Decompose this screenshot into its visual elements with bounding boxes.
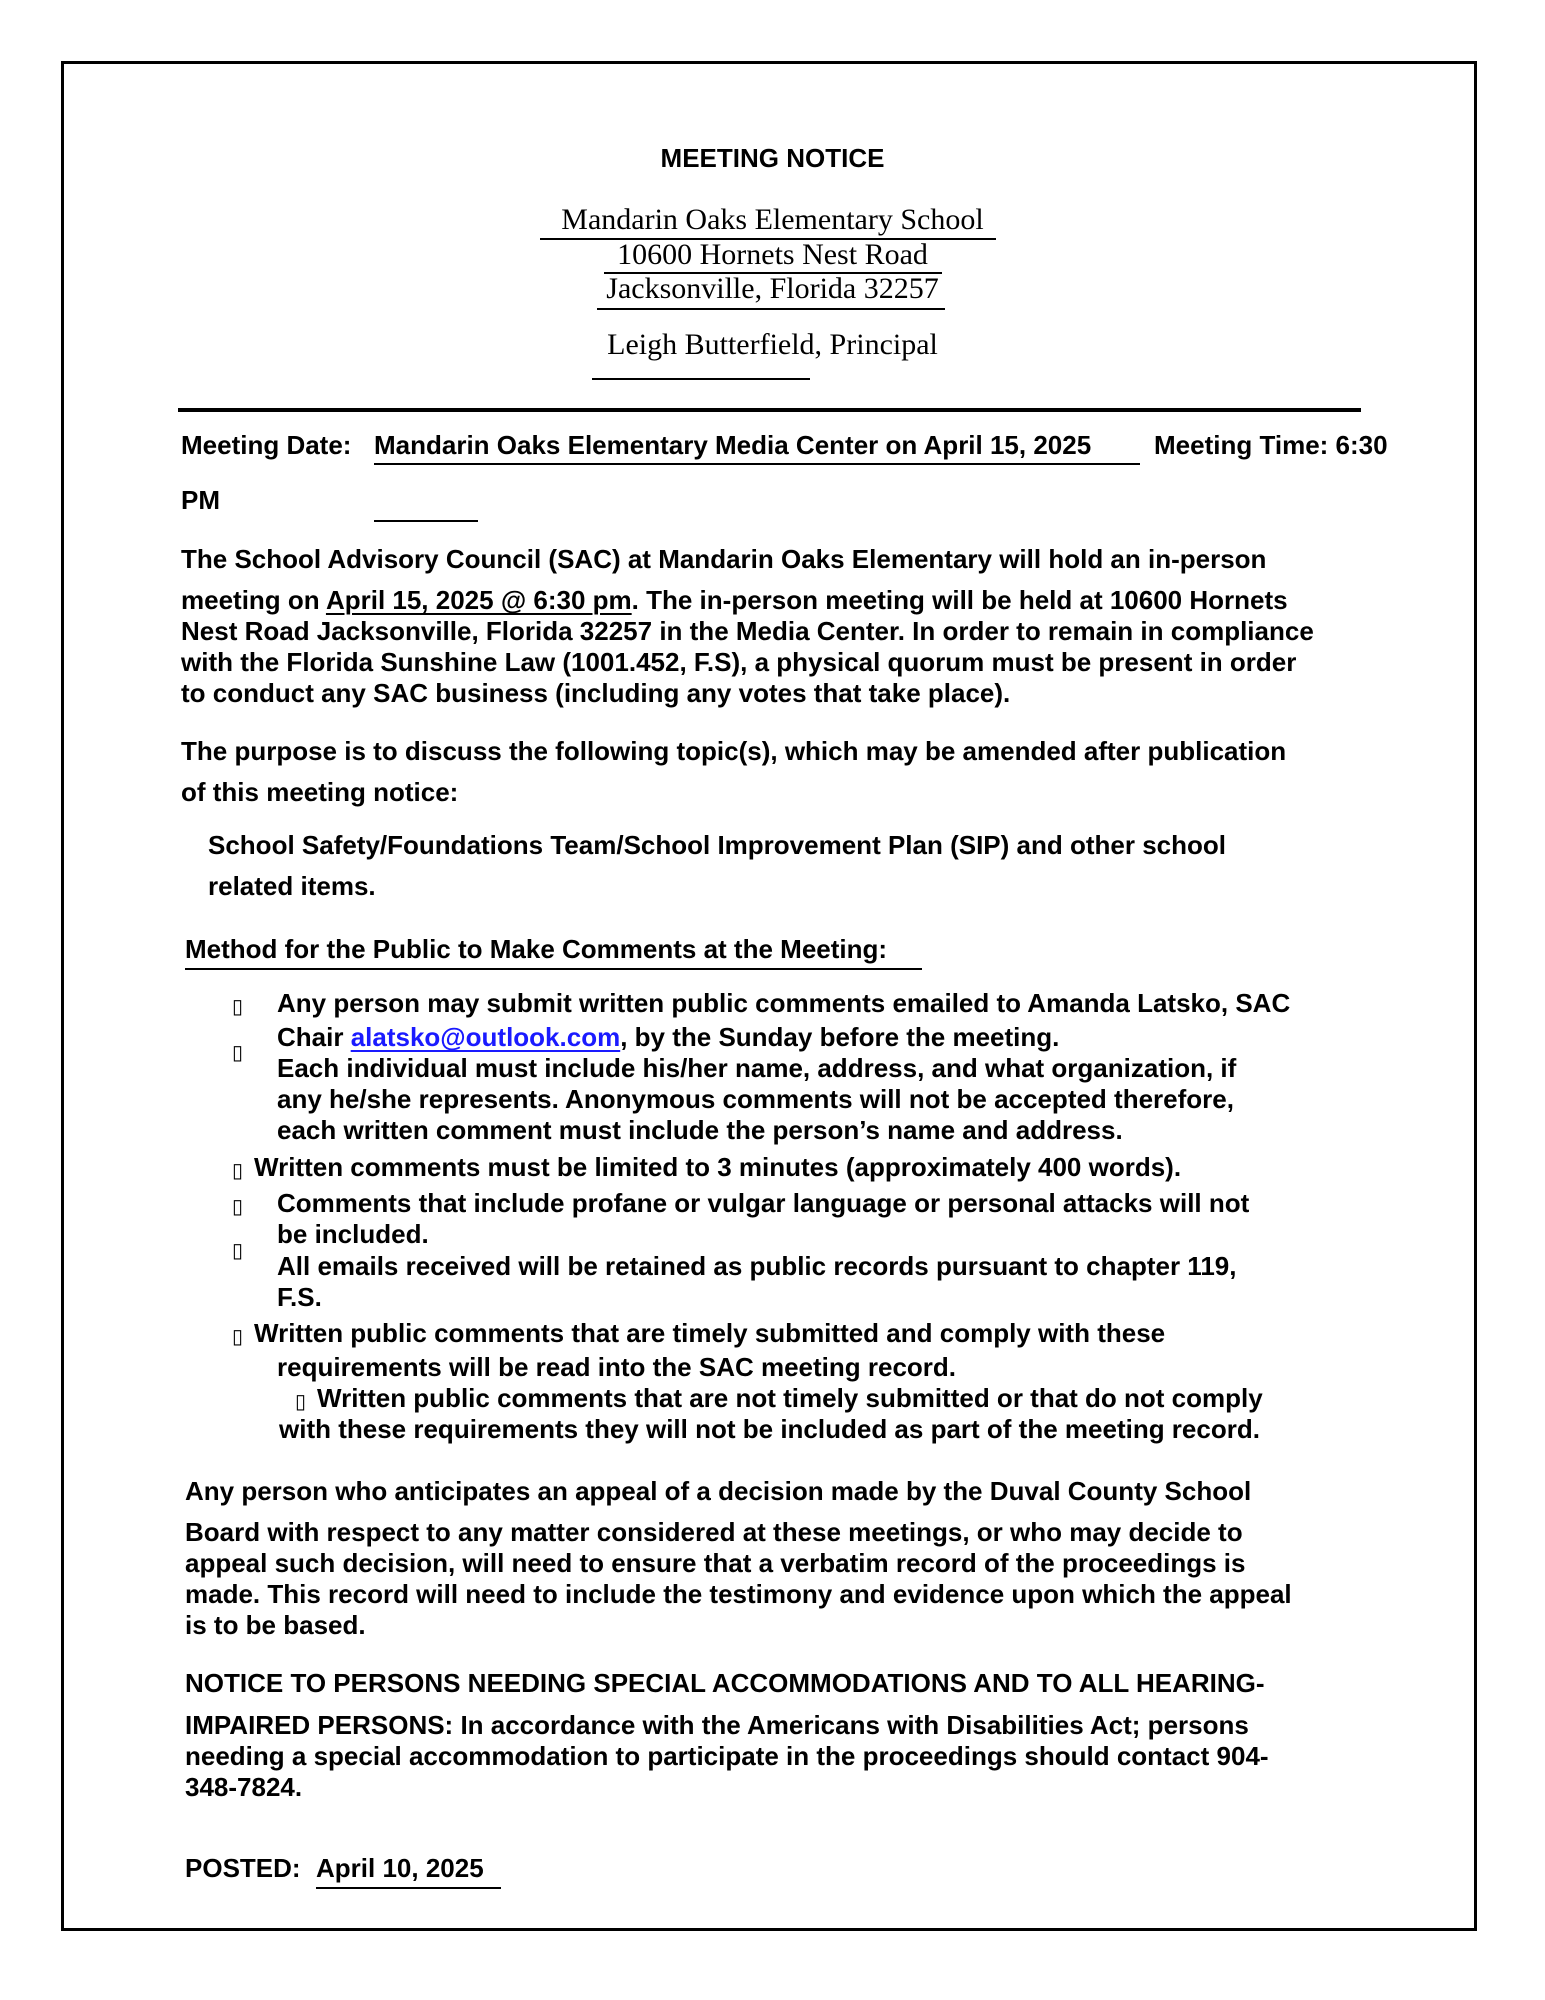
purpose-line-2: of this meeting notice:: [181, 777, 459, 807]
topics-line-1: School Safety/Foundations Team/School Improvement Plan (SIP) and other school: [208, 830, 1226, 860]
ada-line-3: needing a special accommodation to participate in the proceedings should contact 904-: [185, 1741, 1269, 1771]
school-name: Mandarin Oaks Elementary School: [561, 203, 984, 236]
intro-meeting-date: April 15, 2025 @ 6:30 pm: [325, 585, 632, 615]
header-divider: [178, 408, 1361, 412]
bullet-icon: ▯: [232, 1160, 244, 1182]
intro-line-1: The School Advisory Council (SAC) at Mandarin Oaks Elementary will hold an in-person: [181, 544, 1267, 574]
meeting-time-label: Meeting Time: 6:30: [1154, 430, 1388, 460]
method-bullet-6-line-1: Written public comments that are timely submitted and comply with these: [254, 1318, 1166, 1348]
method-bullet-2-line-3: each written comment must include the person’s name and address.: [277, 1115, 1123, 1145]
principal-name: Leigh Butterfield, Principal: [607, 328, 938, 361]
appeal-line-2: Board with respect to any matter considered at these meetings, or who may decide to: [185, 1517, 1243, 1547]
posted-label: POSTED:: [185, 1853, 301, 1883]
intro-line-4: with the Florida Sunshine Law (1001.452, F.S), a physical quorum must be present in order: [181, 647, 1297, 677]
address-line2-underline: [597, 308, 945, 310]
bullet-icon: ▯: [232, 1326, 244, 1348]
ada-line-1: NOTICE TO PERSONS NEEDING SPECIAL ACCOMMODATIONS AND TO ALL HEARING-: [185, 1668, 1265, 1698]
meeting-time-continued: PM: [181, 485, 220, 515]
method-bullet-4-line-2: be included.: [277, 1219, 429, 1249]
purpose-line-1: The purpose is to discuss the following topic(s), which may be amended after publication: [181, 736, 1287, 766]
bullet-icon: ▯: [232, 1196, 244, 1218]
intro-line-3: Nest Road Jacksonville, Florida 32257 in the Media Center. In order to remain in compliance: [181, 616, 1314, 646]
method-bullet-4-line-1: Comments that include profane or vulgar language or personal attacks will not: [277, 1188, 1250, 1218]
appeal-line-5: is to be based.: [185, 1610, 366, 1640]
method-bullet-7-line-1: Written public comments that are not timely submitted or that do not comply: [317, 1383, 1263, 1413]
appeal-line-4: made. This record will need to include the testimony and evidence upon which the appeal: [185, 1579, 1292, 1609]
method-bullet-7-line-2: with these requirements they will not be included as part of the meeting record.: [279, 1414, 1260, 1444]
posted-date-underline: [316, 1887, 501, 1889]
appeal-line-1: Any person who anticipates an appeal of a decision made by the Duval County School: [185, 1476, 1252, 1506]
page-title: MEETING NOTICE: [660, 143, 885, 173]
method-bullet-2-line-2: any he/she represents. Anonymous comments will not be accepted therefore,: [277, 1084, 1234, 1114]
intro-line-2: meeting on April 15, 2025 @ 6:30 pm. The in-person meeting will be held at 10600 Hornets: [181, 585, 1288, 615]
meeting-date-underline: [374, 463, 1140, 465]
bullet-icon: ▯: [232, 1042, 244, 1064]
bullet-icon: ▯: [295, 1391, 307, 1413]
topics-line-2: related items.: [208, 871, 376, 901]
ada-line-4: 348-7824.: [185, 1772, 303, 1802]
method-bullet-5-line-2: F.S.: [277, 1282, 322, 1312]
email-link[interactable]: alatsko@outlook.com: [350, 1022, 621, 1052]
school-address-line2: Jacksonville, Florida 32257: [606, 272, 939, 305]
intro-line-5: to conduct any SAC business (including any votes that take place).: [181, 678, 1011, 708]
meeting-date-label: Meeting Date:: [181, 430, 352, 460]
meeting-time-underline: [374, 520, 478, 522]
principal-underline: [592, 378, 810, 380]
method-bullet-1-line-2: Chair alatsko@outlook.com, by the Sunday before the meeting.: [277, 1022, 1060, 1052]
method-bullet-6-line-2: requirements will be read into the SAC meeting record.: [277, 1352, 957, 1382]
bullet-icon: ▯: [232, 996, 244, 1018]
ada-line-2: IMPAIRED PERSONS: In accordance with the Americans with Disabilities Act; persons: [185, 1710, 1249, 1740]
method-bullet-5-line-1: All emails received will be retained as public records pursuant to chapter 119,: [277, 1251, 1237, 1281]
method-bullet-1-line-1: Any person may submit written public comments emailed to Amanda Latsko, SAC: [277, 988, 1291, 1018]
posted-date: April 10, 2025: [316, 1853, 484, 1883]
method-heading: Method for the Public to Make Comments at the Meeting:: [185, 934, 888, 964]
meeting-date-value: Mandarin Oaks Elementary Media Center on April 15, 2025: [374, 430, 1092, 460]
appeal-line-3: appeal such decision, will need to ensure that a verbatim record of the proceedings is: [185, 1548, 1246, 1578]
method-heading-underline: [185, 968, 922, 970]
school-address-line1: 10600 Hornets Nest Road: [617, 238, 928, 271]
method-bullet-2-line-1: Each individual must include his/her name, address, and what organization, if: [277, 1053, 1237, 1083]
method-bullet-3: Written comments must be limited to 3 minutes (approximately 400 words).: [254, 1152, 1182, 1182]
bullet-icon: ▯: [232, 1240, 244, 1262]
